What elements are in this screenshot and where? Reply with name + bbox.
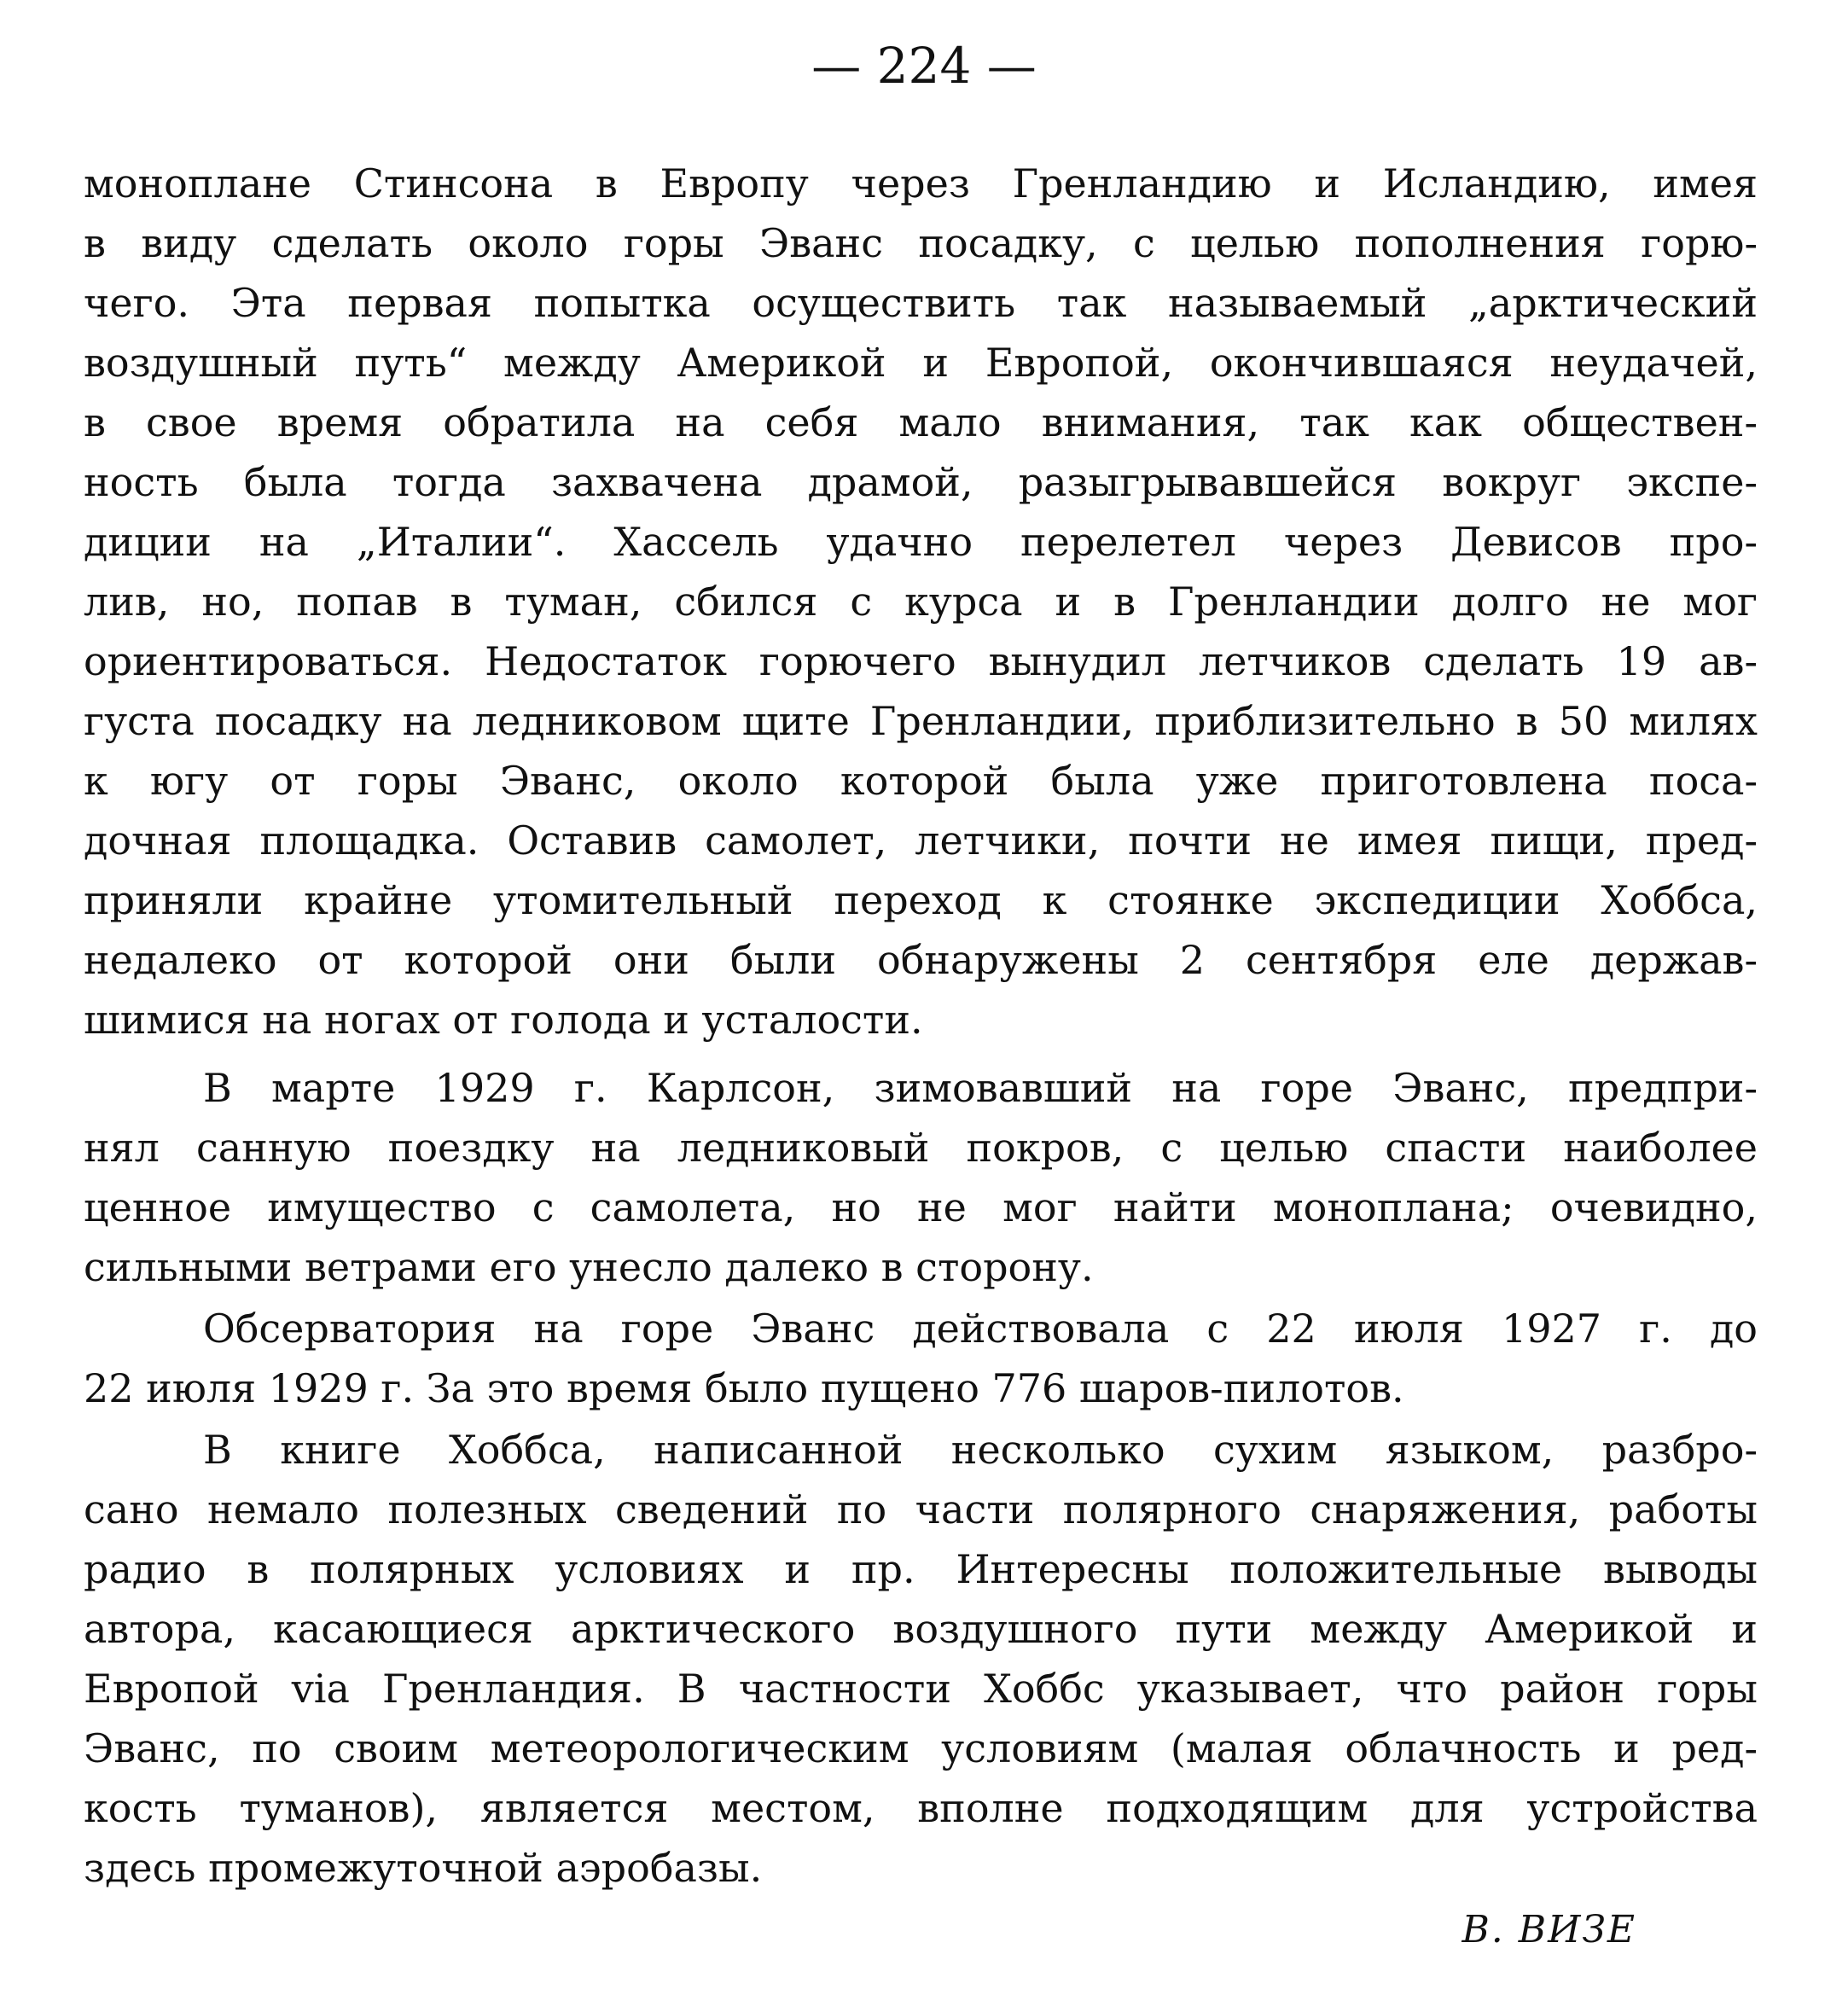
paragraph-2 [84,1058,1758,1297]
text-line: 22 июля 1929 г. За это время было пущено 776 шаров-пилотов. [84,1365,1404,1411]
author-signature: В. ВИЗЕ [1462,1908,1636,1951]
text-line: чего. Эта первая попытка осуществить так называемый „арктический [84,280,1758,326]
text-line: радио в полярных условиях и пр. Интересны положительные выводы [84,1546,1758,1592]
text-line: густа посадку на ледниковом щите Гренландии, приблизительно в 50 милях [84,698,1758,744]
text-line: Обсерватория на горе Эванс действовала с 22 июля 1927 г. до [203,1306,1758,1352]
text-line: приняли крайне утомительный переход к стоянке экспедиции Хоббса, [84,877,1758,923]
text-line: сильными ветрами его унесло далеко в сторону. [84,1244,1094,1290]
text-line: ориентироваться. Недостаток горючего вынудил летчиков сделать 19 ав- [84,638,1758,684]
text-line: в свое время обратила на себя мало внимания, так как обществен- [84,399,1758,445]
text-line: шимися на ногах от голода и усталости. [84,997,923,1043]
text-line: В марте 1929 г. Карлсон, зимовавший на горе Эванс, предпри- [203,1065,1758,1111]
text-line: воздушный путь“ между Америкой и Европой, окончившаяся неудачей, [84,340,1758,386]
text-line: к югу от горы Эванс, около которой была уже приготовлена поса- [84,758,1758,804]
text-line: ценное имущество с самолета, но не мог найти моноплана; очевидно, [84,1184,1758,1230]
text-line: недалеко от которой они были обнаружены 2 сентября еле держав- [84,937,1758,983]
text-line: кость туманов), является местом, вполне подходящим для устройства [84,1785,1758,1831]
text-line: диции на „Италии“. Хассель удачно перелетел через Девисов про- [84,519,1758,565]
text-line: Европой via Гренландия. В частности Хоббс указывает, что район горы [84,1666,1758,1712]
page-number: — 224 — [811,37,1037,95]
text-line: нял санную поездку на ледниковый покров, с целью спасти наиболее [84,1125,1758,1171]
text-line: Эванс, по своим метеорологическим условиям (малая облачность и ред- [84,1725,1758,1771]
text-line: В книге Хоббса, написанной несколько сухим языком, разбро- [203,1427,1758,1473]
paragraph-1 [84,154,1758,1050]
text-line: дочная площадка. Оставив самолет, летчики, почти не имея пищи, пред- [84,817,1758,864]
paragraph-4 [84,1420,1758,1898]
text-line: автора, касающиеся арктического воздушного пути между Америкой и [84,1606,1758,1652]
text-line: здесь промежуточной аэробазы. [84,1845,763,1891]
text-line: ность была тогда захвачена драмой, разыгрывавшейся вокруг экспе- [84,459,1758,505]
text-line: лив, но, попав в туман, сбился с курса и в Гренландии долго не мог [84,579,1758,625]
text-line: сано немало полезных сведений по части полярного снаряжения, работы [84,1486,1758,1532]
text-line: моноплане Стинсона в Европу через Гренландию и Исландию, имея [84,160,1758,206]
paragraph-3 [84,1299,1758,1418]
text-line: в виду сделать около горы Эванс посадку, с целью пополнения горю- [84,220,1758,266]
